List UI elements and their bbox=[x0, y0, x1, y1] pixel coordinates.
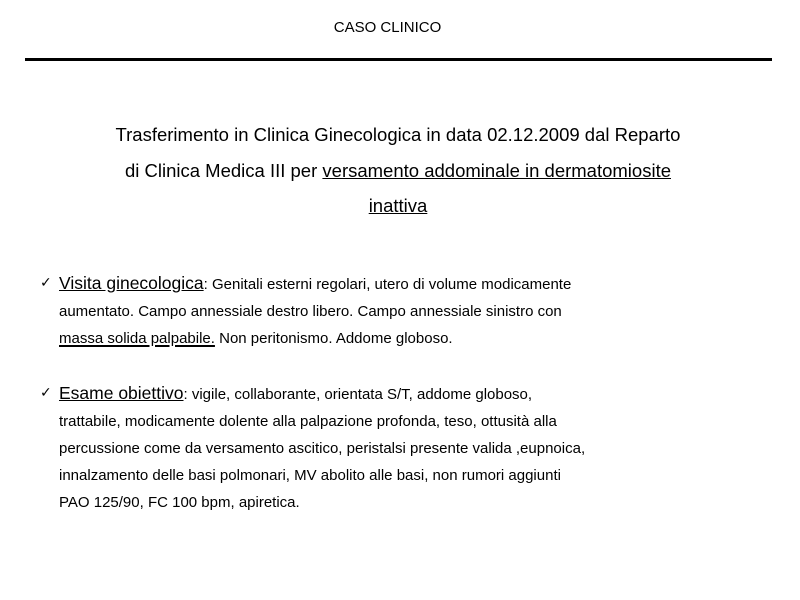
slide-title: CASO CLINICO bbox=[333, 19, 442, 36]
bullet-esame-obiettivo bbox=[40, 380, 740, 516]
intro-paragraph bbox=[30, 117, 766, 224]
bullet-2-line-1 bbox=[40, 380, 740, 408]
bullet-1-line-2: aumentato. Campo annessiale destro libero. Campo annessiale sinistro con bbox=[59, 303, 562, 320]
bullet-2-heading: Esame obiettivo bbox=[59, 383, 184, 403]
bullet-2-line-5: PAO 125/90, FC 100 bpm, apiretica. bbox=[59, 494, 300, 511]
bullet-1-line-3-text: Non peritonismo. Addome globoso. bbox=[214, 330, 453, 347]
checkmark-icon: ✓ bbox=[40, 275, 52, 291]
bullet-2-line-1-text: : vigile, collaborante, orientata S/T, addome globoso, bbox=[183, 386, 533, 403]
checkmark-icon: ✓ bbox=[40, 385, 52, 401]
intro-line-2 bbox=[30, 153, 766, 189]
bullet-2-line-3: percussione come da versamento ascitico, peristalsi presente valida ,eupnoica, bbox=[59, 440, 586, 457]
bullet-1-line-1-text: : Genitali esterni regolari, utero di volume modicamente bbox=[203, 276, 572, 293]
intro-diagnosis-underlined: versamento addominale in dermatomiosite bbox=[322, 159, 671, 181]
bullet-2-line-2: trattabile, modicamente dolente alla palpazione profonda, teso, ottusità alla bbox=[59, 413, 557, 430]
intro-line-2-text: di Clinica Medica III per bbox=[124, 159, 323, 181]
bullet-1-heading: Visita ginecologica bbox=[59, 273, 204, 293]
title-divider bbox=[25, 58, 772, 61]
bullet-1-line-3 bbox=[40, 325, 740, 352]
intro-diagnosis-underlined-end: inattiva bbox=[368, 195, 428, 216]
intro-line-1: Trasferimento in Clinica Ginecologica in data 02.12.2009 dal Reparto bbox=[115, 124, 681, 145]
bullet-1-line-1 bbox=[40, 270, 740, 298]
bullet-1-finding-underlined: massa solida palpabile. bbox=[59, 330, 215, 347]
bullet-2-line-4: innalzamento delle basi polmonari, MV abolito alle basi, non rumori aggiunti bbox=[59, 467, 561, 484]
bullet-visita-ginecologica bbox=[40, 270, 740, 352]
intro-line-3 bbox=[30, 188, 766, 224]
